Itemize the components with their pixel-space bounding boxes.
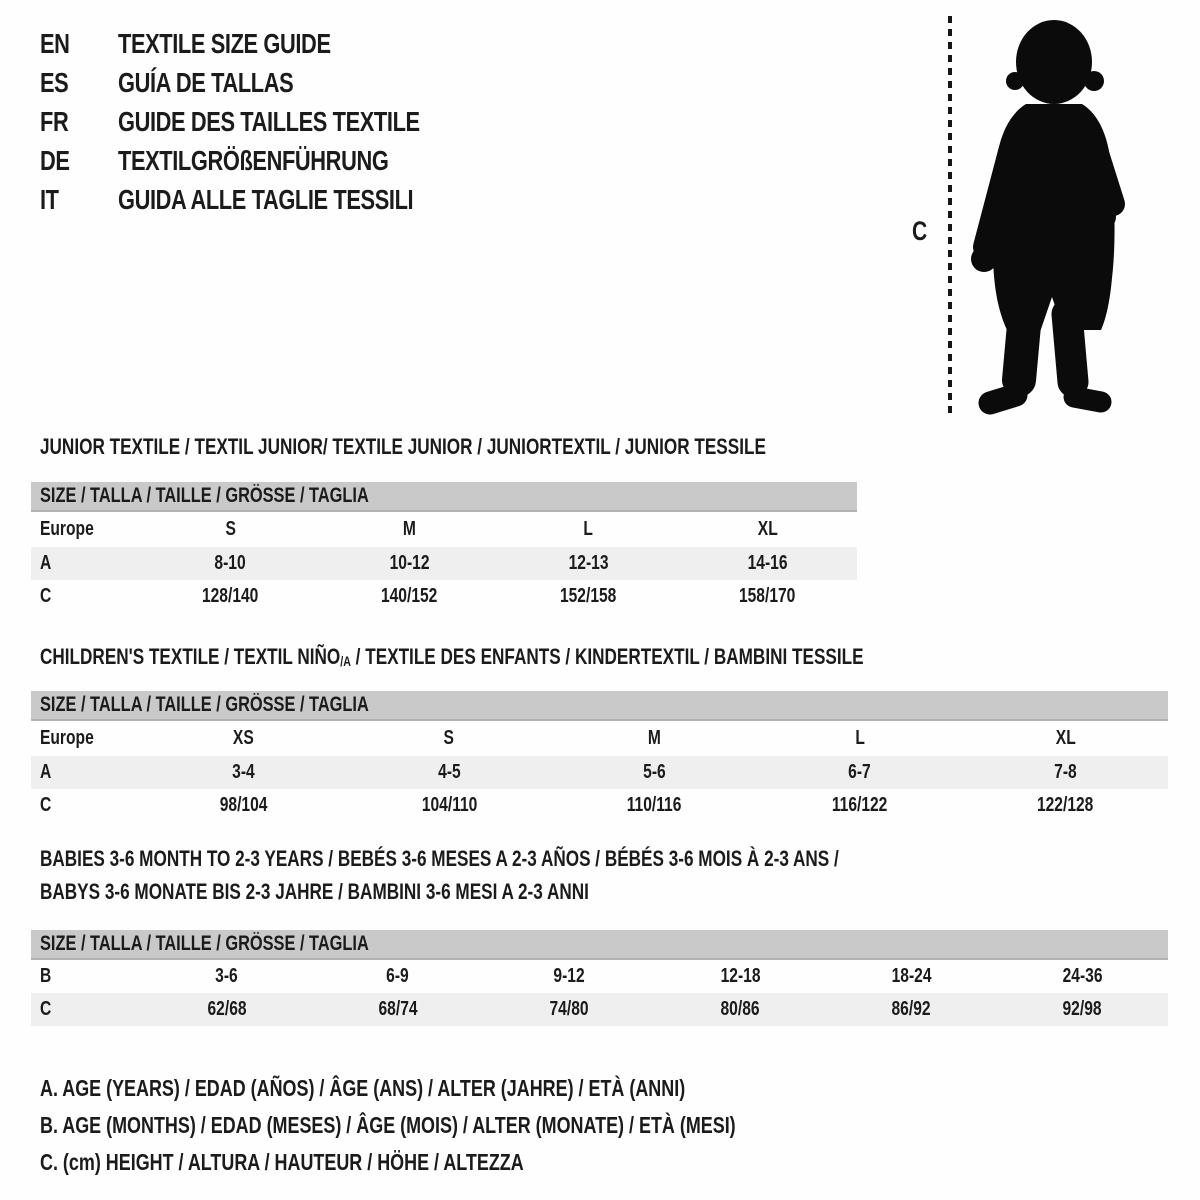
children-row-height bbox=[31, 789, 1168, 822]
children-section-title-text: CHILDREN'S TEXTILE / TEXTIL NIÑO/A / TEXTILE DES ENFANTS / KINDERTEXTIL / BAMBINI TESSILE bbox=[40, 644, 864, 670]
cell-value: 3-6 bbox=[215, 965, 238, 987]
row-label: C bbox=[40, 998, 52, 1020]
cell-value: 8-10 bbox=[214, 552, 247, 574]
guide-title-es: GUÍA DE TALLAS bbox=[118, 67, 294, 98]
column-header-m: M bbox=[402, 518, 416, 540]
note-a: A. AGE (YEARS) / EDAD (AÑOS) / ÂGE (ANS) / ALTER (JAHRE) / ETÀ (ANNI) bbox=[40, 1075, 686, 1101]
babies-title-line-1: BABIES 3-6 MONTH TO 2-3 YEARS / BEBÉS 3-6 MESES A 2-3 AÑOS / BÉBÉS 3-6 MOIS À 2-3 ANS / bbox=[40, 845, 839, 871]
children-section-title bbox=[40, 644, 1096, 670]
cell-value: 18-24 bbox=[891, 965, 932, 987]
size-header-bar bbox=[31, 691, 1168, 721]
junior-row-age bbox=[31, 547, 857, 580]
row-label: A bbox=[40, 552, 52, 574]
junior-section-title bbox=[40, 434, 971, 460]
cell-value: 128/140 bbox=[202, 585, 259, 607]
cell-value: 86/92 bbox=[891, 998, 931, 1020]
cell-value: 68/74 bbox=[378, 998, 418, 1020]
children-column-header-row bbox=[31, 721, 1168, 756]
height-measure-dashed-line bbox=[948, 16, 952, 416]
cell-value: 6-7 bbox=[848, 761, 872, 783]
note-c: C. (cm) HEIGHT / ALTURA / HAUTEUR / HÖHE / ALTEZZA bbox=[40, 1149, 524, 1175]
size-header-bar bbox=[31, 482, 857, 512]
row-label: C bbox=[40, 585, 52, 607]
cell-value: 7-8 bbox=[1054, 761, 1077, 783]
cell-value: 24-36 bbox=[1062, 965, 1103, 987]
guide-title-en: TEXTILE SIZE GUIDE bbox=[118, 28, 331, 59]
size-header-label: SIZE / TALLA / TAILLE / GRÖSSE / TAGLIA bbox=[40, 484, 369, 507]
junior-column-header-row bbox=[31, 512, 857, 547]
babies-row-months bbox=[31, 960, 1168, 993]
cell-value: 12-13 bbox=[568, 552, 609, 574]
column-header-xl: XL bbox=[1055, 727, 1076, 749]
guide-title-it: GUIDA ALLE TAGLIE TESSILI bbox=[118, 184, 414, 215]
junior-size-table bbox=[31, 482, 857, 613]
height-measure-label: C bbox=[912, 216, 928, 246]
cell-value: 92/98 bbox=[1062, 998, 1102, 1020]
language-code: DE bbox=[40, 145, 70, 176]
column-header-xl: XL bbox=[757, 518, 778, 540]
language-row-es bbox=[40, 67, 505, 106]
row-label: C bbox=[40, 794, 52, 816]
row-label: A bbox=[40, 761, 52, 783]
column-header-xs: XS bbox=[233, 727, 255, 749]
babies-size-table bbox=[31, 930, 1168, 1026]
legend-notes bbox=[40, 1070, 932, 1181]
cell-value: 116/122 bbox=[832, 794, 888, 816]
row-label: B bbox=[40, 965, 52, 987]
cell-value: 62/68 bbox=[207, 998, 247, 1020]
language-title-list bbox=[40, 28, 505, 223]
cell-value: 4-5 bbox=[437, 761, 461, 783]
cell-value: 5-6 bbox=[643, 761, 666, 783]
guide-title-de: TEXTILGRÖßENFÜHRUNG bbox=[118, 145, 389, 176]
cell-value: 3-4 bbox=[232, 761, 255, 783]
column-header-m: M bbox=[648, 727, 662, 749]
cell-value: 110/116 bbox=[627, 794, 682, 816]
column-header-l: L bbox=[583, 518, 594, 540]
language-code: ES bbox=[40, 67, 69, 98]
size-header-bar bbox=[31, 930, 1168, 960]
junior-row-height bbox=[31, 580, 857, 613]
cell-value: 9-12 bbox=[553, 965, 585, 987]
babies-row-height bbox=[31, 993, 1168, 1026]
cell-value: 74/80 bbox=[549, 998, 589, 1020]
language-row-de bbox=[40, 145, 505, 184]
cell-value: 6-9 bbox=[386, 965, 410, 987]
guide-title-fr: GUIDE DES TAILLES TEXTILE bbox=[118, 106, 420, 137]
cell-value: 80/86 bbox=[720, 998, 760, 1020]
language-row-fr bbox=[40, 106, 505, 145]
size-header-label: SIZE / TALLA / TAILLE / GRÖSSE / TAGLIA bbox=[40, 932, 369, 955]
column-header-europe: Europe bbox=[40, 727, 94, 749]
cell-value: 158/170 bbox=[739, 585, 796, 607]
cell-value: 152/158 bbox=[560, 585, 617, 607]
cell-value: 140/152 bbox=[381, 585, 438, 607]
cell-value: 12-18 bbox=[720, 965, 761, 987]
column-header-s: S bbox=[225, 518, 236, 540]
children-size-table bbox=[31, 691, 1168, 822]
note-b: B. AGE (MONTHS) / EDAD (MESES) / ÂGE (MOIS) / ALTER (MONATE) / ETÀ (MESI) bbox=[40, 1112, 736, 1138]
cell-value: 104/110 bbox=[421, 794, 477, 816]
cell-value: 14-16 bbox=[747, 552, 788, 574]
cell-value: 98/104 bbox=[219, 794, 268, 816]
children-row-age bbox=[31, 756, 1168, 789]
column-header-s: S bbox=[443, 727, 455, 749]
language-code: EN bbox=[40, 28, 70, 59]
babies-section-title bbox=[40, 842, 1064, 908]
toddler-silhouette-image bbox=[962, 14, 1140, 418]
nino-a-subscript: /A bbox=[340, 654, 351, 670]
size-header-label: SIZE / TALLA / TAILLE / GRÖSSE / TAGLIA bbox=[40, 693, 369, 716]
language-code: FR bbox=[40, 106, 69, 137]
language-row-en bbox=[40, 28, 505, 67]
column-header-europe: Europe bbox=[40, 518, 94, 540]
junior-section-title-text: JUNIOR TEXTILE / TEXTIL JUNIOR/ TEXTILE JUNIOR / JUNIORTEXTIL / JUNIOR TESSILE bbox=[40, 434, 766, 459]
babies-title-line-2: BABYS 3-6 MONATE BIS 2-3 JAHRE / BAMBINI 3-6 MESI A 2-3 ANNI bbox=[40, 878, 589, 904]
language-code: IT bbox=[40, 184, 59, 215]
cell-value: 122/128 bbox=[1037, 794, 1094, 816]
cell-value: 10-12 bbox=[389, 552, 430, 574]
column-header-l: L bbox=[855, 727, 865, 749]
language-row-it bbox=[40, 184, 505, 223]
